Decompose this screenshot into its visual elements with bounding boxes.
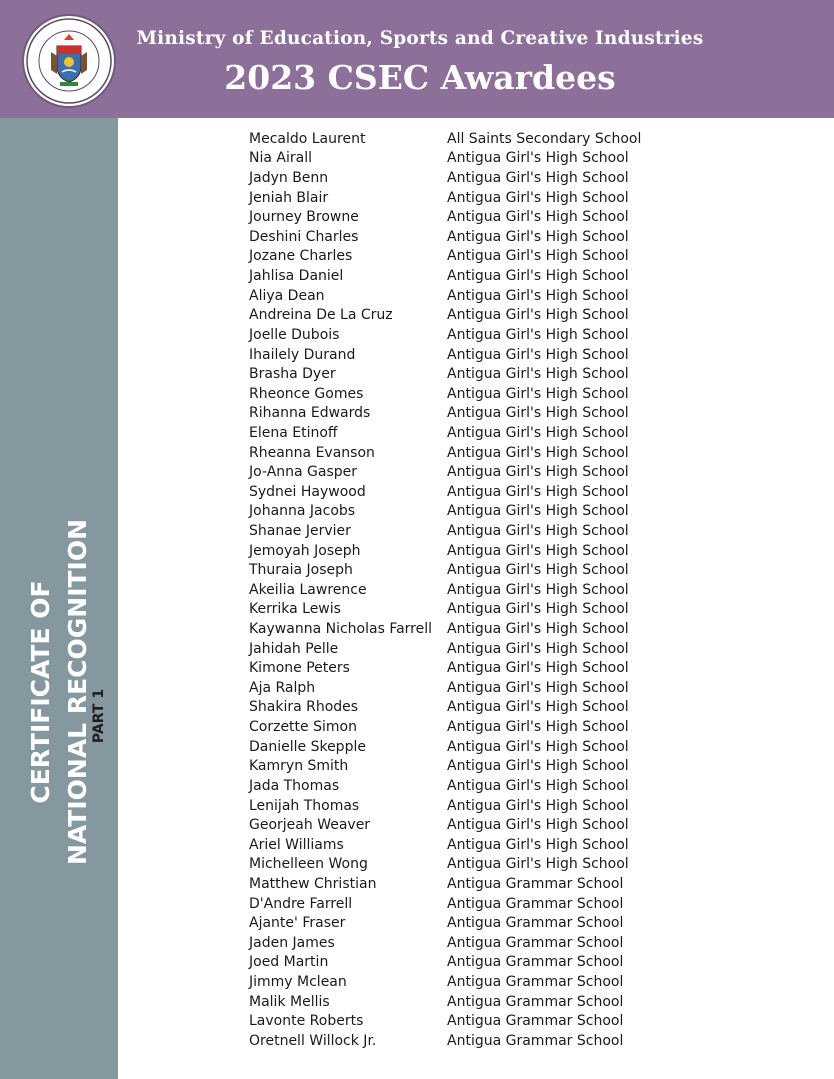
awardee-row <box>249 384 809 404</box>
awardee-row <box>249 933 809 953</box>
awardee-name: Johanna Jacobs <box>249 503 356 520</box>
awardee-row <box>249 266 809 286</box>
awardee-name: Joed Martin <box>249 954 329 971</box>
awardee-name: Akeilia Lawrence <box>249 581 367 598</box>
awardee-school: Antigua Girl's High School <box>447 758 629 775</box>
certificate-heading <box>22 519 96 865</box>
awardee-school: Antigua Grammar School <box>447 1013 624 1030</box>
awardee-row <box>249 541 809 561</box>
awardee-name: Michelleen Wong <box>249 856 368 873</box>
awardee-name: Rihanna Edwards <box>249 405 371 422</box>
awardee-name: Ariel Williams <box>249 836 344 853</box>
awardee-school: Antigua Girl's High School <box>447 621 629 638</box>
awardee-name: Jadyn Benn <box>249 170 329 187</box>
awardee-row <box>249 619 809 639</box>
awardee-row <box>249 305 809 325</box>
awardee-school: Antigua Girl's High School <box>447 699 629 716</box>
awardee-name: Danielle Skepple <box>249 738 366 755</box>
awardee-name: Jahlisa Daniel <box>249 268 344 285</box>
awardee-row <box>249 776 809 796</box>
awardee-name: Kaywanna Nicholas Farrell <box>249 621 433 638</box>
awardee-school: Antigua Girl's High School <box>447 797 629 814</box>
awardee-name: Jozane Charles <box>249 248 353 265</box>
header-banner <box>0 0 834 118</box>
awardee-name: Jeniah Blair <box>249 189 329 206</box>
awardee-school: Antigua Girl's High School <box>447 189 629 206</box>
awardee-name: Joelle Dubois <box>249 326 340 343</box>
awardee-name: D'Andre Farrell <box>249 895 353 912</box>
certificate-heading-line2: NATIONAL RECOGNITION <box>63 518 92 866</box>
awardee-name: Sydnei Haywood <box>249 483 366 500</box>
awardee-row <box>249 874 809 894</box>
awardee-row <box>249 345 809 365</box>
awardee-row <box>249 913 809 933</box>
awardee-school: Antigua Girl's High School <box>447 248 629 265</box>
awardee-row <box>249 325 809 345</box>
awardee-name: Corzette Simon <box>249 719 357 736</box>
awardee-school: Antigua Grammar School <box>447 1032 624 1049</box>
awardee-row <box>249 227 809 247</box>
awardee-row <box>249 364 809 384</box>
awardee-name: Jada Thomas <box>249 777 340 794</box>
awardee-school: All Saints Secondary School <box>447 130 642 147</box>
awardee-school: Antigua Grammar School <box>447 993 624 1010</box>
awardee-school: Antigua Girl's High School <box>447 503 629 520</box>
awardee-row <box>249 423 809 443</box>
awardee-school: Antigua Girl's High School <box>447 660 629 677</box>
awardee-name: Ihailely Durand <box>249 346 356 363</box>
awardee-school: Antigua Girl's High School <box>447 719 629 736</box>
awardee-row <box>249 168 809 188</box>
awardee-row <box>249 1031 809 1051</box>
awardee-name: Deshini Charles <box>249 228 359 245</box>
awardee-school: Antigua Girl's High School <box>447 209 629 226</box>
awardee-row <box>249 698 809 718</box>
awardee-name: Malik Mellis <box>249 993 330 1010</box>
awardee-row <box>249 658 809 678</box>
awardee-name: Oretnell Willock Jr. <box>249 1032 377 1049</box>
awardee-school: Antigua Girl's High School <box>447 679 629 696</box>
awardee-name: Kerrika Lewis <box>249 601 341 618</box>
awardee-school: Antigua Girl's High School <box>447 444 629 461</box>
awardee-school: Antigua Girl's High School <box>447 856 629 873</box>
awardee-school: Antigua Girl's High School <box>447 385 629 402</box>
awardee-name: Rheanna Evanson <box>249 444 375 461</box>
awardee-row <box>249 1011 809 1031</box>
awardee-school: Antigua Grammar School <box>447 895 624 912</box>
awardee-row <box>249 737 809 757</box>
awardee-name: Aliya Dean <box>249 287 325 304</box>
awardee-name: Jimmy Mclean <box>249 974 347 990</box>
awardee-school: Antigua Girl's High School <box>447 640 629 657</box>
awardee-school: Antigua Girl's High School <box>447 287 629 304</box>
awardee-school: Antigua Girl's High School <box>447 522 629 539</box>
ministry-seal-logo <box>22 14 116 108</box>
awardee-name: Journey Browne <box>249 209 359 226</box>
awardee-row <box>249 796 809 816</box>
awardee-row <box>249 855 809 875</box>
awardee-row <box>249 404 809 424</box>
awardee-name: Georjeah Weaver <box>249 817 371 834</box>
awardee-row <box>249 972 809 992</box>
awardee-school: Antigua Girl's High School <box>447 738 629 755</box>
awardee-name: Nia Airall <box>249 150 312 167</box>
awardee-row <box>249 482 809 502</box>
awardee-row <box>249 953 809 973</box>
awardee-school: Antigua Girl's High School <box>447 817 629 834</box>
awardee-row <box>249 443 809 463</box>
awardee-row <box>249 129 809 149</box>
awardee-school: Antigua Grammar School <box>447 934 624 951</box>
awardee-row <box>249 188 809 208</box>
awardee-row <box>249 894 809 914</box>
awardee-name: Mecaldo Laurent <box>249 130 366 147</box>
awardee-school: Antigua Girl's High School <box>447 483 629 500</box>
page-title: 2023 CSEC Awardees <box>224 58 616 97</box>
awardee-school: Antigua Girl's High School <box>447 326 629 343</box>
awardee-name: Jaden James <box>249 934 335 951</box>
awardee-name: Kamryn Smith <box>249 758 349 775</box>
awardee-name: Shanae Jervier <box>249 522 351 539</box>
part-label: PART 1 <box>91 688 107 744</box>
awardee-school: Antigua Girl's High School <box>447 601 629 618</box>
awardee-name: Andreina De La Cruz <box>249 307 393 324</box>
awardee-row <box>249 835 809 855</box>
ministry-name: Ministry of Education, Sports and Creative Industries <box>136 28 704 49</box>
awardee-name: Brasha Dyer <box>249 366 336 383</box>
awardee-name: Jahidah Pelle <box>249 640 339 657</box>
awardee-row <box>249 580 809 600</box>
awardee-row <box>249 286 809 306</box>
awardee-school: Antigua Girl's High School <box>447 542 629 559</box>
awardee-name: Jemoyah Joseph <box>249 542 361 559</box>
awardee-school: Antigua Girl's High School <box>447 150 629 167</box>
awardee-school: Antigua Girl's High School <box>447 424 629 441</box>
awardee-school: Antigua Girl's High School <box>447 366 629 383</box>
awardee-row <box>249 757 809 777</box>
awardee-school: Antigua Girl's High School <box>447 777 629 794</box>
awardee-name: Thuraia Joseph <box>249 562 353 579</box>
awardee-school: Antigua Grammar School <box>447 954 624 971</box>
awardee-name: Matthew Christian <box>249 875 377 892</box>
certificate-heading-line1: CERTIFICATE OF <box>26 580 55 804</box>
awardee-school: Antigua Girl's High School <box>447 405 629 422</box>
awardee-school: Antigua Girl's High School <box>447 268 629 285</box>
awardee-school: Antigua Girl's High School <box>447 562 629 579</box>
awardee-name: Aja Ralph <box>249 679 316 696</box>
awardee-list <box>249 129 809 1051</box>
awardee-school: Antigua Grammar School <box>447 875 624 892</box>
awardee-school: Antigua Girl's High School <box>447 307 629 324</box>
awardee-name: Rheonce Gomes <box>249 385 364 402</box>
awardee-school: Antigua Grammar School <box>447 915 624 932</box>
awardee-school: Antigua Girl's High School <box>447 228 629 245</box>
awardee-school: Antigua Grammar School <box>447 974 624 990</box>
awardee-row <box>249 717 809 737</box>
awardee-school: Antigua Girl's High School <box>447 836 629 853</box>
awardee-name: Kimone Peters <box>249 660 350 677</box>
awardee-name: Jo-Anna Gasper <box>249 464 358 481</box>
awardee-row <box>249 639 809 659</box>
awardee-name: Elena Etinoff <box>249 424 338 441</box>
awardee-row <box>249 149 809 169</box>
awardee-row <box>249 247 809 267</box>
awardee-row <box>249 560 809 580</box>
awardee-row <box>249 207 809 227</box>
awardee-name: Lavonte Roberts <box>249 1013 364 1030</box>
awardee-row <box>249 600 809 620</box>
coat-of-arms-icon <box>24 16 114 106</box>
awardee-school: Antigua Girl's High School <box>447 581 629 598</box>
sidebar-banner <box>0 118 118 1079</box>
awardee-name: Lenijah Thomas <box>249 797 360 814</box>
awardee-row <box>249 992 809 1012</box>
awardee-row <box>249 815 809 835</box>
awardee-school: Antigua Girl's High School <box>447 346 629 363</box>
awardee-school: Antigua Girl's High School <box>447 170 629 187</box>
awardee-row <box>249 678 809 698</box>
awardee-school: Antigua Girl's High School <box>447 464 629 481</box>
awardee-name: Shakira Rhodes <box>249 699 359 716</box>
awardee-row <box>249 502 809 522</box>
awardee-row <box>249 462 809 482</box>
awardee-row <box>249 521 809 541</box>
awardee-name: Ajante' Fraser <box>249 915 346 932</box>
